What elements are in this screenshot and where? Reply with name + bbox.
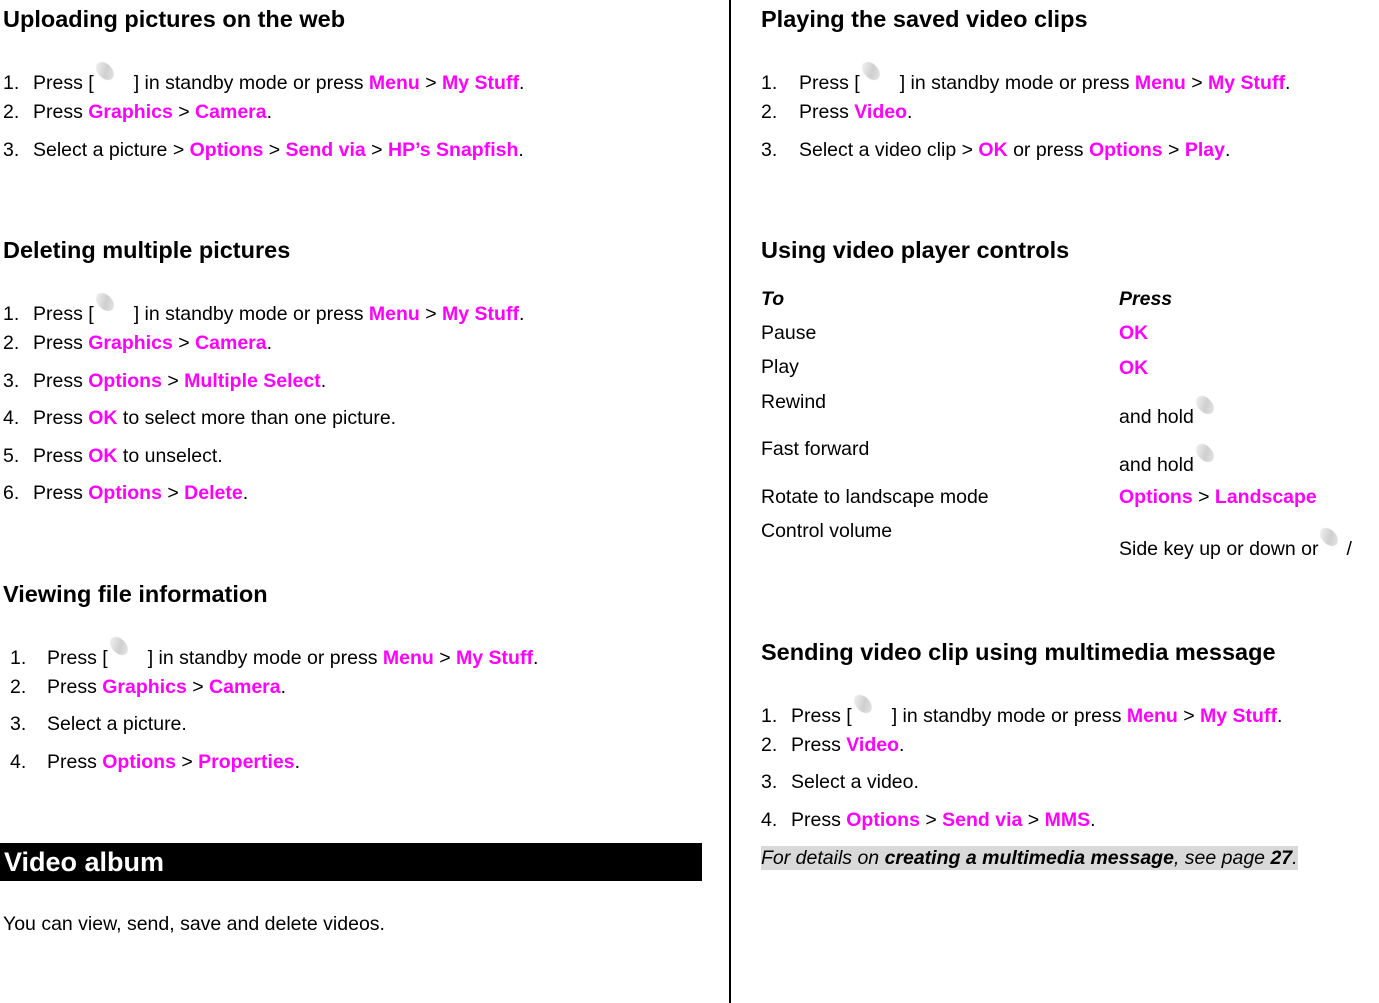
delete-step-3: 3. Press Options > Multiple Select.: [3, 370, 327, 392]
play-step-1: 1. Press [ ] in standby mode or press Menu > My Stuff.: [761, 69, 1290, 95]
section-title-mms: Sending video clip using multimedia message: [761, 639, 1276, 665]
controls-row-ff-action: Fast forward: [761, 438, 870, 460]
section-title-delete: Deleting multiple pictures: [3, 237, 291, 263]
delete-step-2: 2. Press Graphics > Camera.: [3, 332, 273, 354]
video-album-description: You can view, send, save and delete videos.: [3, 913, 385, 935]
controls-row-play-action: Play: [761, 356, 799, 378]
info-step-1: 1. Press [ ] in standby mode or press Menu > My Stuff.: [10, 644, 538, 670]
section-title-upload: Uploading pictures on the web: [3, 6, 346, 32]
left-key-icon: [1194, 403, 1222, 425]
controls-row-rewind-key: and hold: [1119, 403, 1222, 429]
section-title-controls: Using video player controls: [761, 237, 1070, 263]
mms-step-1: 1. Press [ ] in standby mode or press Menu > My Stuff.: [761, 702, 1282, 728]
video-album-title: Video album: [4, 847, 165, 877]
phone-key-icon: [852, 702, 892, 724]
mms-step-3: 3. Select a video.: [761, 771, 919, 793]
controls-row-landscape-key: Options > Landscape: [1119, 486, 1317, 508]
upload-step-2: 2. Press Graphics > Camera.: [3, 101, 273, 123]
upload-step-1: 1. Press [ ] in standby mode or press Menu > My Stuff.: [3, 69, 524, 95]
video-album-banner: [0, 843, 702, 881]
column-divider: [729, 0, 731, 1003]
controls-row-volume-action: Control volume: [761, 520, 893, 542]
right-key-icon: [1194, 451, 1222, 473]
controls-header-press: Press: [1119, 288, 1173, 310]
controls-row-pause-action: Pause: [761, 322, 817, 344]
controls-row-landscape-action: Rotate to landscape mode: [761, 486, 989, 508]
mms-note: For details on creating a multimedia message, see page 27.: [761, 847, 1298, 869]
play-step-2: 2. Press Video.: [761, 101, 913, 123]
info-step-4: 4. Press Options > Properties.: [10, 751, 301, 773]
play-step-3: 3. Select a video clip > OK or press Options > Play.: [761, 139, 1231, 161]
phone-key-icon: [860, 69, 900, 91]
delete-step-1: 1. Press [ ] in standby mode or press Menu > My Stuff.: [3, 300, 524, 326]
phone-key-icon: [94, 69, 134, 91]
delete-step-5: 5. Press OK to unselect.: [3, 445, 223, 467]
controls-row-play-key: OK: [1119, 357, 1149, 379]
phone-key-icon: [94, 300, 134, 322]
info-step-2: 2. Press Graphics > Camera.: [10, 676, 287, 698]
controls-row-pause-key: OK: [1119, 322, 1149, 344]
mms-step-4: 4. Press Options > Send via > MMS.: [761, 809, 1096, 831]
phone-key-icon: [108, 644, 148, 666]
info-step-3: 3. Select a picture.: [10, 713, 187, 735]
controls-row-ff-key: and hold: [1119, 451, 1222, 477]
controls-row-rewind-action: Rewind: [761, 391, 827, 413]
delete-step-6: 6. Press Options > Delete.: [3, 482, 249, 504]
controls-header-to: To: [761, 288, 785, 310]
up-key-icon: [1318, 535, 1346, 557]
upload-step-3: 3. Select a picture > Options > Send via > HP’s Snapfish.: [3, 139, 524, 161]
controls-row-volume-key: Side key up or down or /: [1119, 535, 1352, 561]
delete-step-4: 4. Press OK to select more than one picture.: [3, 407, 397, 429]
section-title-file-info: Viewing file information: [3, 581, 268, 607]
mms-step-2: 2. Press Video.: [761, 734, 905, 756]
section-title-play: Playing the saved video clips: [761, 6, 1088, 32]
